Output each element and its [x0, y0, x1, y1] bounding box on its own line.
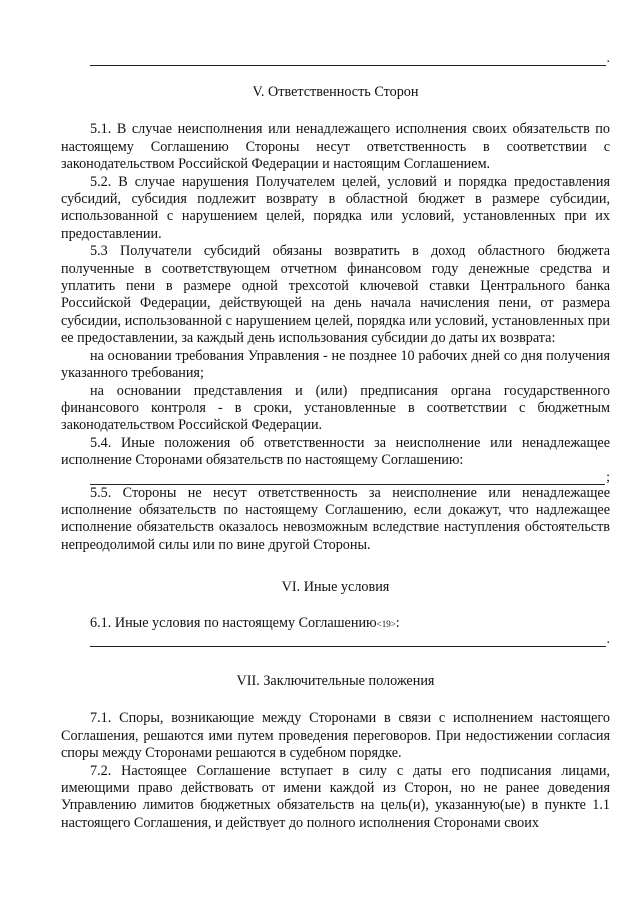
clause-5-1: 5.1. В случае неисполнения или ненадлежащего исполнения своих обязательств по настоящему Соглашению Стороны несут ответственность в соответствии с законодательством Российской Федерации и настоящим Соглашением.	[61, 121, 610, 173]
fill-line-end: .	[606, 631, 610, 647]
clause-5-3-item-a: на основании требования Управления - не позднее 10 рабочих дней со дня получения указанного требования;	[61, 347, 610, 382]
fill-line-end: ;	[606, 469, 610, 485]
fill-line-end: .	[606, 51, 610, 66]
clause-5-2: 5.2. В случае нарушения Получателем целей, условий и порядка предоставления субсидий, субсидия подлежит возврату в областной бюджет в размере субсидии, использованной с нарушением целей, порядка или условий, установленных при их предоставлении.	[61, 173, 610, 242]
clause-7-1: 7.1. Споры, возникающие между Сторонами в связи с исполнением настоящего Соглашения, решаются ими путем проведения переговоров. При недостижении согласия споры между Сторонами решаются в судебном порядке.	[61, 710, 610, 762]
clause-5-5: 5.5. Стороны не несут ответственность за неисполнение или ненадлежащее исполнение обязательств по настоящему Соглашению, если докажут, что надлежащее исполнение обязательств оказалось невозможным вследствие наступления обстоятельств непреодолимой силы или по вине другой Стороны.	[61, 484, 610, 553]
section-7-heading: VII. Заключительные положения	[236, 672, 435, 689]
clause-7-2: 7.2. Настоящее Соглашение вступает в силу с даты его подписания лицами, имеющими право действовать от имени каждой из Сторон, но не ранее доведения Управлению лимитов бюджетных обязательств на цель(и), указанную(ые) в пункте 1.1 настоящего Соглашения, и действует до полного исполнения Сторонами своих	[61, 762, 610, 831]
clause-5-4-fill-line	[90, 470, 610, 485]
clause-5-3-item-b: на основании представления и (или) предписания органа государственного финансового контроля - в сроки, установленные в соответствии с бюджетным законодательством Российской Федерации.	[61, 382, 610, 434]
clause-6-1-fill-line	[90, 632, 610, 647]
clause-5-3: 5.3 Получатели субсидий обязаны возвратить в доход областного бюджета полученные в соответствующем отчетном финансовом году денежные средства и уплатить пени в размере одной трехсотой ключевой ставки Центрального банка Российской Федерации, действующей на день начала начисления пени, от размера субсидии, использованной с нарушением целей, порядка или условий, установленных при ее предоставлении, за каждый день использования субсидии до даты их возврата:	[61, 243, 610, 347]
section-5-heading: V. Ответственность Сторон	[252, 84, 419, 100]
section-6-heading: VI. Иные условия	[281, 579, 390, 596]
fill-rule	[90, 65, 606, 66]
clause-6-1-label: 6.1. Иные условия по настоящему Соглашению	[90, 614, 377, 631]
fill-rule	[90, 646, 606, 647]
document-body	[61, 52, 610, 832]
clause-5-4: 5.4. Иные положения об ответственности за неисполнение или ненадлежащее исполнение Сторонами обязательств по настоящему Соглашению:	[61, 434, 610, 469]
clause-6-1: 6.1. Иные условия по настоящему Соглашению <19> :	[90, 614, 400, 631]
clause-6-1-colon: :	[395, 614, 400, 631]
top-fill-line	[90, 52, 610, 66]
